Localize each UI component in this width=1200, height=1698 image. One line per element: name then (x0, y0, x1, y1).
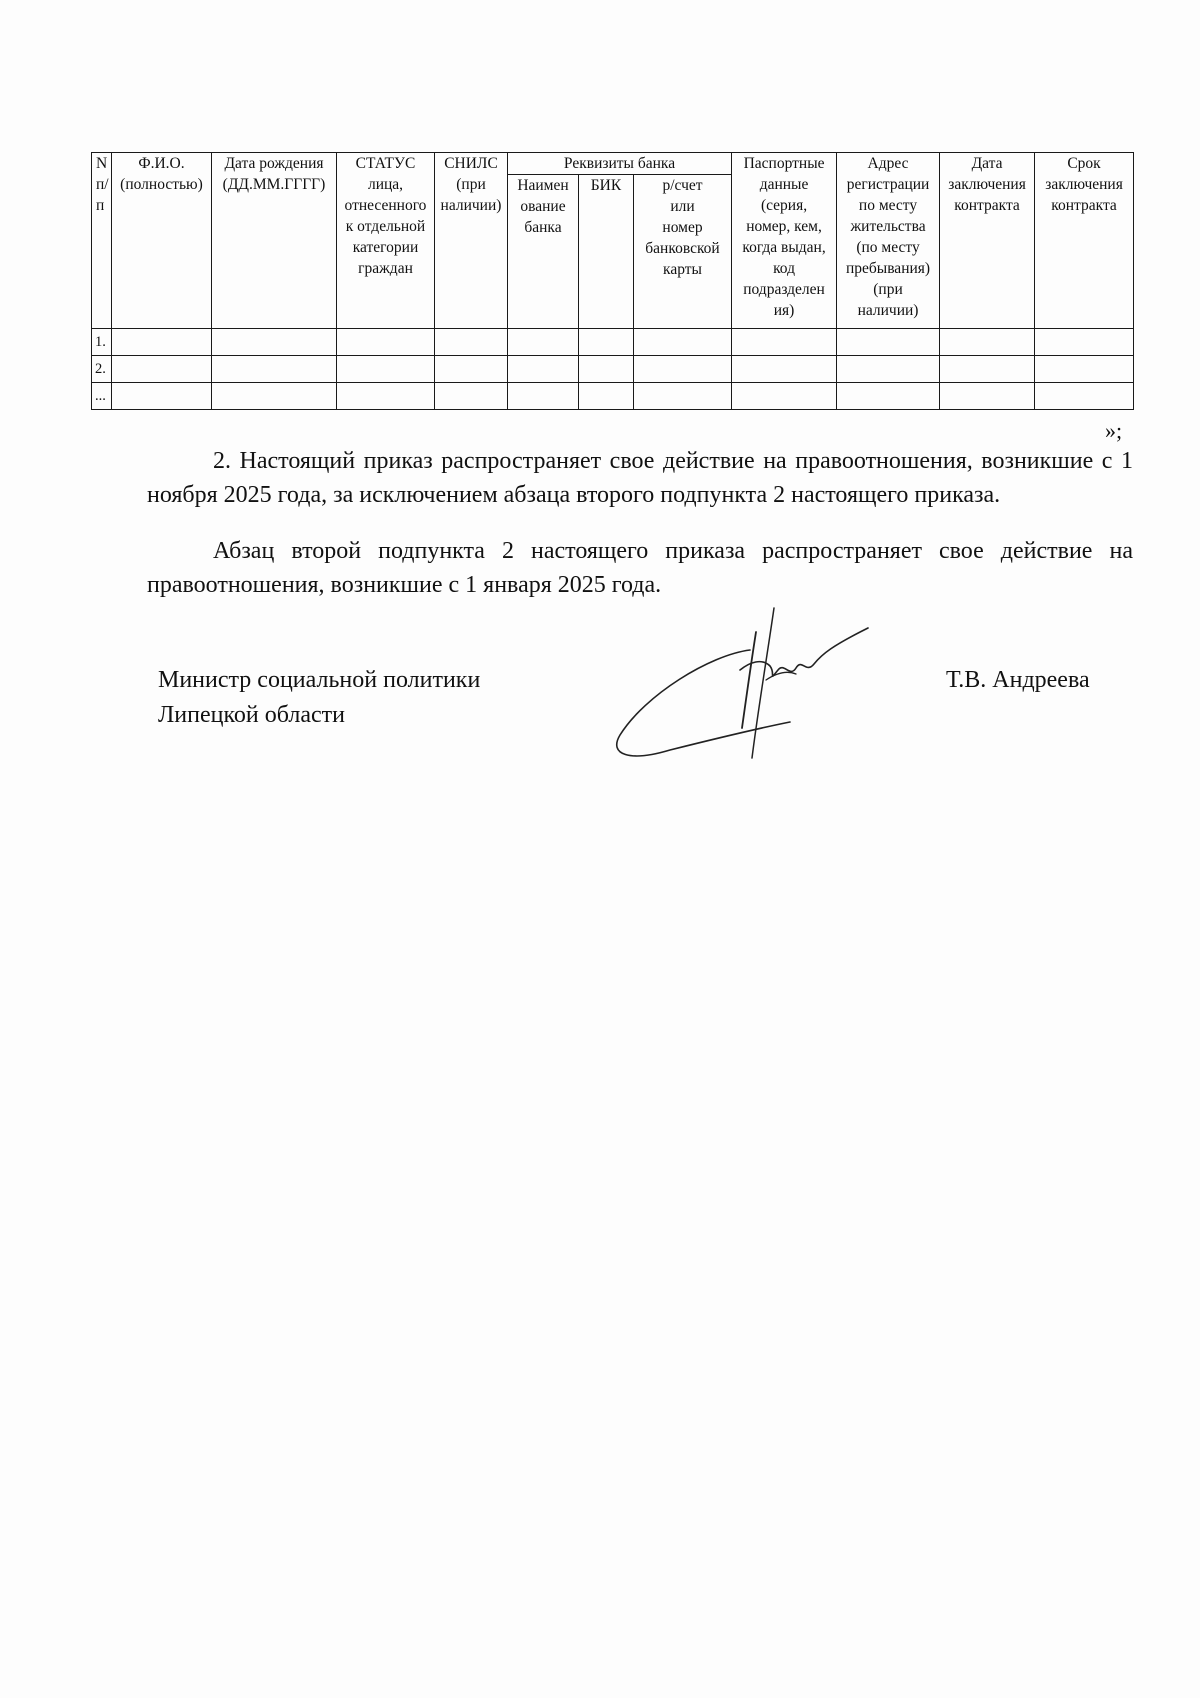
header-snils: СНИЛС (при наличии) (435, 153, 508, 329)
header-fio: Ф.И.О. (полностью) (112, 153, 212, 329)
signatory-name: Т.В. Андреева (946, 667, 1090, 693)
paragraph-exception: Абзац второй подпункта 2 настоящего приказа распространяет свое действие на правоотношения, возникшие с 1 января 2025 года. (147, 538, 1133, 598)
row-number: ... (92, 383, 112, 410)
table-row (92, 356, 1134, 383)
header-birth-date: Дата рождения (ДД.ММ.ГГГГ) (212, 153, 337, 329)
header-contract-date: Дата заключения контракта (940, 153, 1035, 329)
position-line-1: Министр социальной политики (158, 667, 481, 693)
table-header-row (92, 153, 1134, 175)
handwritten-signature (600, 600, 900, 770)
header-bank-name: Наимен ование банка (508, 175, 579, 329)
header-contract-term: Срок заключения контракта (1035, 153, 1134, 329)
recipients-table (91, 152, 1134, 410)
header-number: N п/п (92, 153, 112, 329)
header-address: Адрес регистрации по месту жительства (по месту пребывания) (при наличии) (837, 153, 940, 329)
signatory-position (158, 663, 480, 733)
table-row (92, 329, 1134, 356)
row-number: 2. (92, 356, 112, 383)
header-status: СТАТУС лица, отнесенного к отдельной категории граждан (337, 153, 435, 329)
table-row (92, 383, 1134, 410)
position-line-2: Липецкой области (158, 702, 345, 728)
paragraph-effective-date: 2. Настоящий приказ распространяет свое действие на правоотношения, возникшие с 1 ноября 2025 года, за исключением абзаца второго подпункта 2 настоящего приказа. (147, 448, 1133, 508)
header-passport: Паспортные данные (серия, номер, кем, когда выдан, код подразделен ия) (732, 153, 837, 329)
row-number: 1. (92, 329, 112, 356)
closing-quote: »; (1105, 418, 1123, 443)
header-bank-details: Реквизиты банка (508, 153, 732, 175)
header-bik: БИК (579, 175, 634, 329)
header-account: р/счет или номер банковской карты (634, 175, 732, 329)
